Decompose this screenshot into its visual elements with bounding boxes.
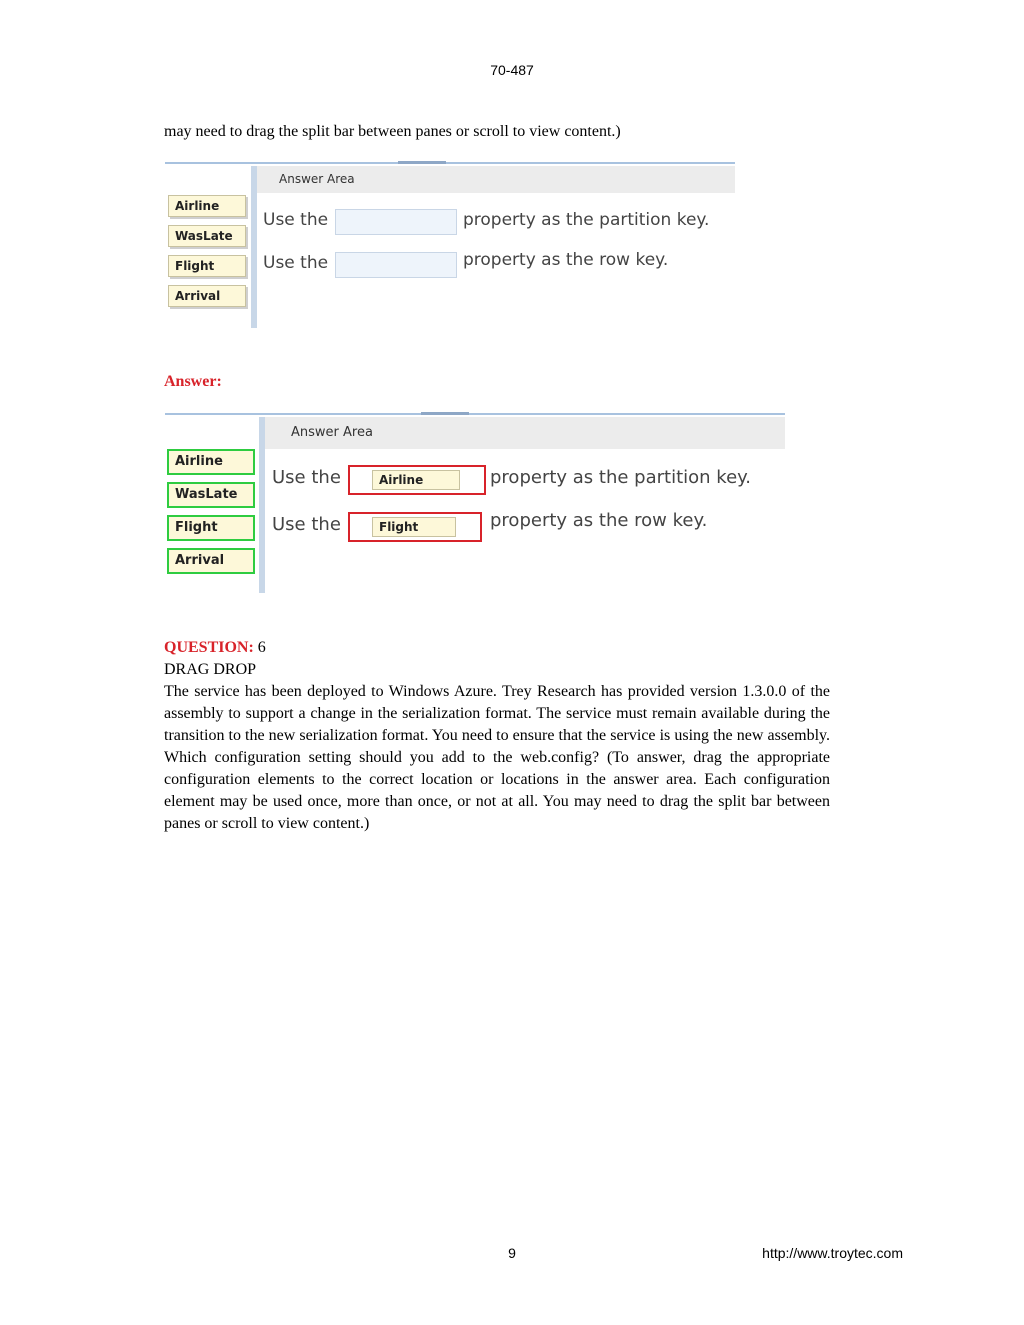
line2-suffix: property as the row key. — [490, 510, 708, 531]
answer-area-header: Answer Area — [257, 166, 735, 193]
line2-suffix: property as the row key. — [463, 250, 669, 270]
widget-top-border — [165, 162, 735, 164]
option-flight[interactable]: Flight — [167, 515, 255, 541]
answer-label: Answer: — [164, 373, 222, 390]
row-key-dropzone[interactable] — [335, 252, 457, 278]
option-arrival[interactable]: Arrival — [167, 548, 255, 574]
page-number: 9 — [508, 1245, 516, 1261]
line2-prefix: Use the — [272, 514, 341, 535]
line1-suffix: property as the partition key. — [490, 467, 751, 488]
intro-text: may need to drag the split bar between panes or scroll to view content.) — [164, 123, 621, 140]
split-grip[interactable] — [398, 161, 446, 164]
line1-prefix: Use the — [263, 210, 329, 230]
option-waslate[interactable]: WasLate — [167, 482, 255, 508]
question-body: The service has been deployed to Windows Azure. Trey Research has provided version 1.3.0.0 of the assembly to support a change in the serialization format. The service must remain available during the transition to the new serialization format. You need to ensure that the service is using the new assembly. Which configuration setting should you add to the web.config? (To answer, drag the appropriate configuration elements to the correct location or locations in the answer area. Each configuration element may be used once, more than once, or not at all. You may need to drag the split bar between panes or scroll to view content.) — [164, 683, 830, 832]
question-heading — [164, 637, 830, 659]
option-waslate[interactable]: WasLate — [168, 225, 246, 247]
question-label: QUESTION: — [164, 639, 254, 656]
option-airline[interactable]: Airline — [167, 449, 255, 475]
line2-prefix: Use the — [263, 253, 329, 273]
line1-suffix: property as the partition key. — [463, 210, 710, 230]
question-type: DRAG DROP — [164, 661, 257, 678]
question-block — [164, 637, 830, 835]
question-dragdrop-widget — [165, 162, 735, 328]
question-number: 6 — [257, 639, 266, 656]
partition-key-dropzone[interactable] — [348, 465, 486, 495]
option-flight[interactable]: Flight — [168, 255, 246, 277]
line1-prefix: Use the — [272, 467, 341, 488]
row-key-value[interactable]: Flight — [372, 517, 456, 537]
widget-top-border — [165, 413, 785, 415]
option-airline[interactable]: Airline — [168, 195, 246, 217]
partition-key-dropzone[interactable] — [335, 209, 457, 235]
option-arrival[interactable]: Arrival — [168, 285, 246, 307]
partition-key-value[interactable]: Airline — [372, 470, 460, 490]
footer-url-link[interactable]: http://www.troytec.com — [762, 1245, 903, 1261]
answer-area-header: Answer Area — [265, 417, 785, 449]
split-grip[interactable] — [421, 412, 469, 415]
answer-dragdrop-widget — [165, 413, 785, 593]
row-key-dropzone[interactable] — [348, 512, 482, 542]
page-header-code: 70-487 — [490, 62, 534, 78]
